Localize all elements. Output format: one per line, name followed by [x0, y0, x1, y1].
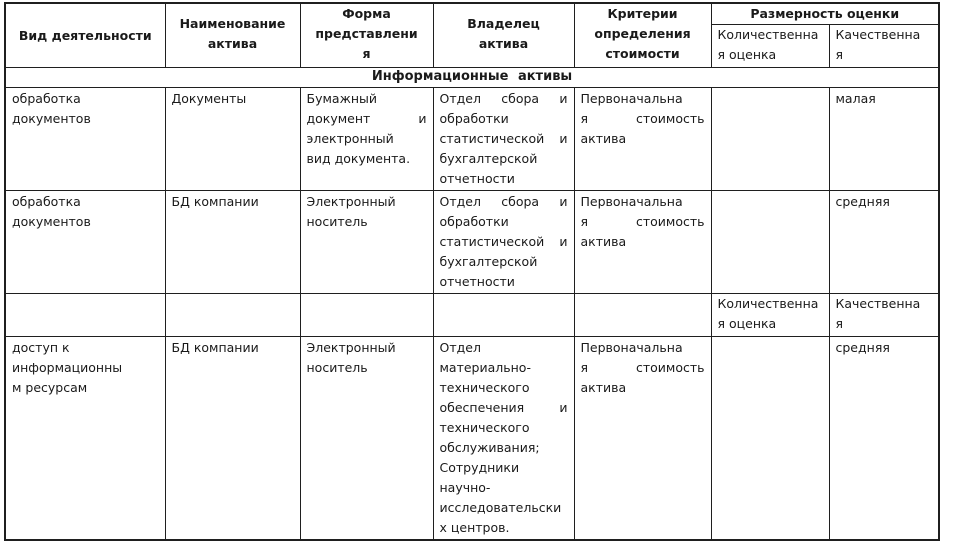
cell-quantitative [711, 87, 829, 190]
cell-activity: доступ к информационны м ресурсам [5, 336, 165, 540]
information-assets-table [4, 2, 940, 541]
cell-owner [433, 293, 574, 336]
cell-quantitative [711, 336, 829, 540]
table-row [5, 190, 939, 293]
cell-asset-name: БД компании [165, 190, 300, 293]
column-header-owner: Владелец актива [433, 3, 574, 67]
column-header-asset-name: Наименование актива [165, 3, 300, 67]
column-header-criteria: Критерии определения стоимости [574, 3, 711, 67]
table-row [5, 336, 939, 540]
cell-qualitative: Качественна я [829, 293, 939, 336]
header-row-top [5, 3, 939, 24]
cell-owner: Отдел материально- технического обеспечения и технического обслуживания; Сотрудники научно- исследовательски х центров. [433, 336, 574, 540]
cell-activity: обработка документов [5, 190, 165, 293]
cell-criteria: Первоначальна я стоимость актива [574, 87, 711, 190]
column-header-activity: Вид деятельности [5, 3, 165, 67]
section-row [5, 67, 939, 87]
cell-owner: Отдел сбора и обработки статистической и бухгалтерской отчетности [433, 190, 574, 293]
column-header-form: Форма представлени я [300, 3, 433, 67]
cell-asset-name [165, 293, 300, 336]
cell-form: Электронный носитель [300, 336, 433, 540]
cell-quantitative: Количественна я оценка [711, 293, 829, 336]
cell-quantitative [711, 190, 829, 293]
cell-activity [5, 293, 165, 336]
cell-asset-name: Документы [165, 87, 300, 190]
document-page [4, 2, 940, 541]
cell-criteria [574, 293, 711, 336]
cell-qualitative: малая [829, 87, 939, 190]
section-title: Информационные активы [5, 67, 939, 87]
cell-owner: Отдел сбора и обработки статистической и бухгалтерской отчетности [433, 87, 574, 190]
table-row-repeat-subheaders [5, 293, 939, 336]
cell-form: Электронный носитель [300, 190, 433, 293]
cell-asset-name: БД компании [165, 336, 300, 540]
cell-form [300, 293, 433, 336]
cell-qualitative: средняя [829, 190, 939, 293]
cell-activity: обработка документов [5, 87, 165, 190]
column-header-quantitative: Количественна я оценка [711, 24, 829, 67]
column-header-qualitative: Качественна я [829, 24, 939, 67]
table-row [5, 87, 939, 190]
cell-qualitative: средняя [829, 336, 939, 540]
cell-criteria: Первоначальна я стоимость актива [574, 190, 711, 293]
cell-criteria: Первоначальна я стоимость актива [574, 336, 711, 540]
cell-form: Бумажный документ и электронный вид документа. [300, 87, 433, 190]
column-header-dimension-group: Размерность оценки [711, 3, 939, 24]
